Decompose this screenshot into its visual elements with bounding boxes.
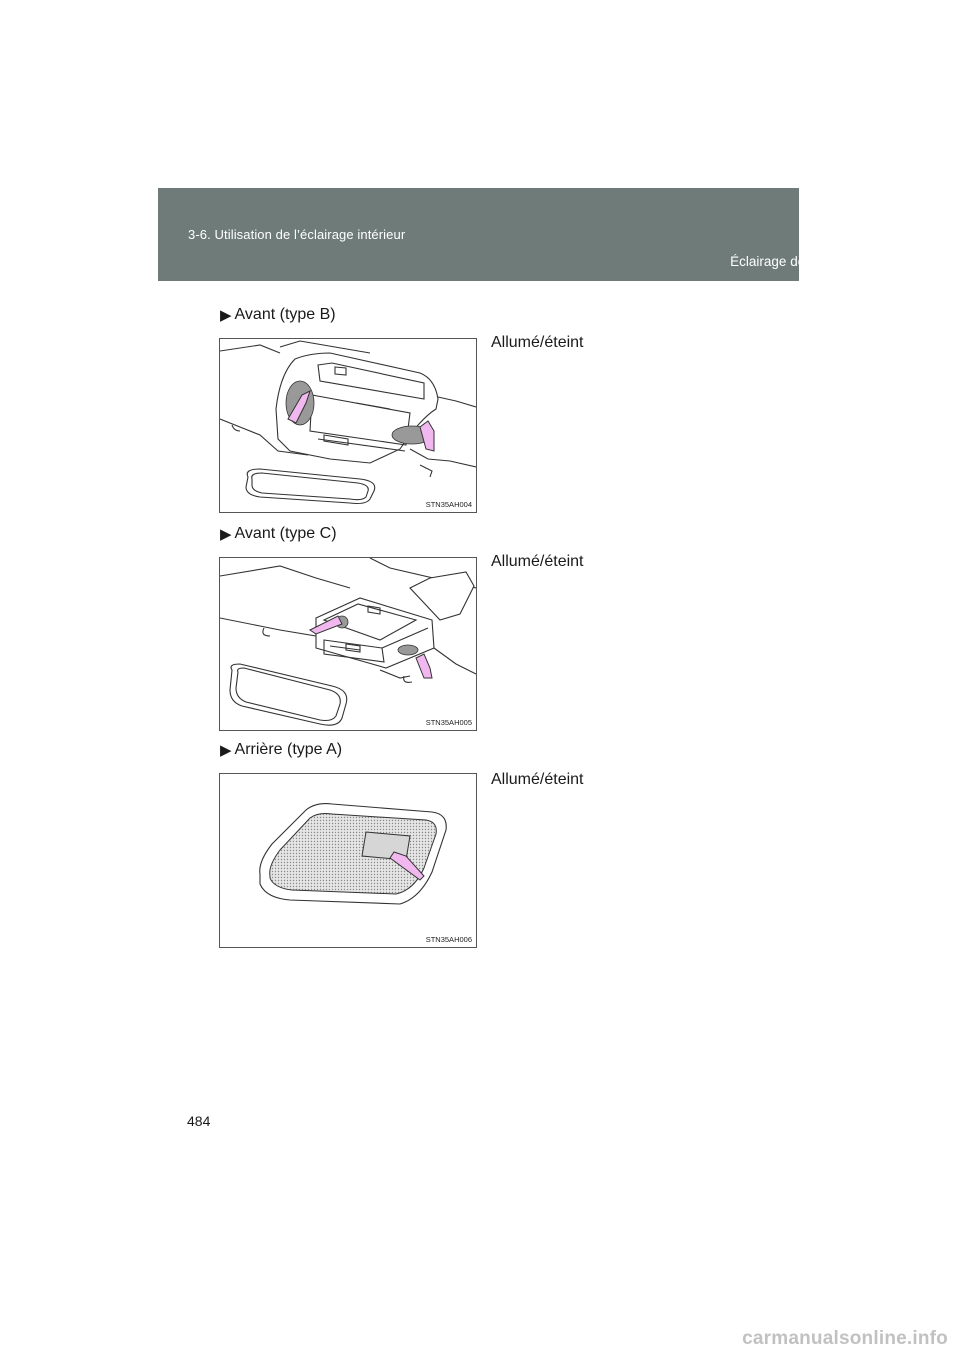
item-heading-front-type-c (220, 525, 337, 543)
rear-interior-light-illustration (220, 774, 476, 947)
figure-code: STN35AH006 (425, 935, 472, 944)
item-heading-label: Avant (type B) (234, 306, 336, 323)
overhead-console-type-c-illustration (220, 558, 476, 730)
figure-front-type-b (219, 338, 477, 513)
item-heading-label: Arrière (type A) (234, 741, 343, 758)
item-heading-label: Avant (type C) (234, 525, 337, 542)
figure-rear-type-a (219, 773, 477, 948)
section-title: 3-6. Utilisation de l’éclairage intérieur (188, 227, 406, 242)
item-caption: Allumé/éteint (491, 771, 584, 788)
overhead-console-type-b-illustration (220, 339, 476, 512)
watermark-logo: carmanualsonline.info (742, 1328, 948, 1349)
item-heading-rear-type-a (220, 741, 342, 759)
item-caption: Allumé/éteint (491, 553, 584, 570)
figure-code: STN35AH005 (425, 718, 472, 727)
subsection-title: Éclairage de lecture/intérieur (730, 254, 902, 269)
triangle-bullet-icon: ▶ (220, 742, 232, 759)
item-heading-front-type-b (220, 306, 336, 324)
triangle-bullet-icon: ▶ (220, 307, 232, 324)
triangle-bullet-icon: ▶ (220, 526, 232, 543)
figure-code: STN35AH004 (425, 500, 472, 509)
item-caption: Allumé/éteint (491, 334, 584, 351)
figure-front-type-c (219, 557, 477, 731)
page-number: 484 (187, 1113, 211, 1129)
